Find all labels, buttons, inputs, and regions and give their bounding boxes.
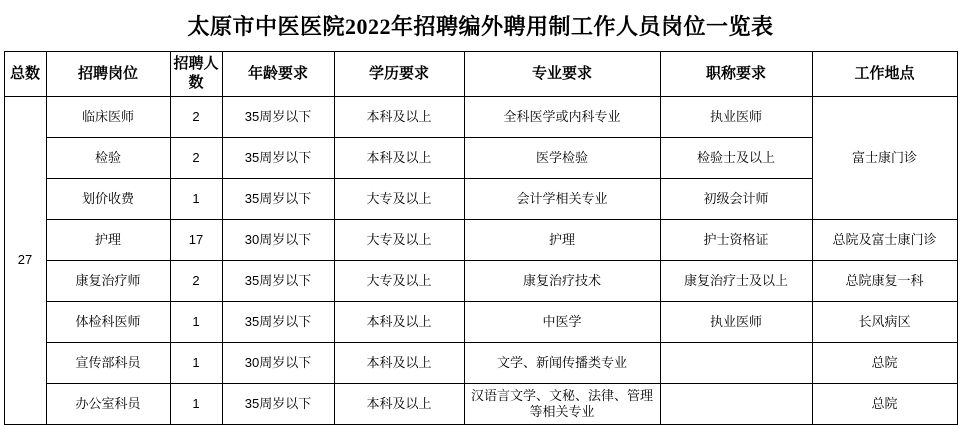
cell-education: 本科及以上 xyxy=(334,302,464,343)
cell-post: 划价收费 xyxy=(46,179,170,220)
cell-major: 文学、新闻传播类专业 xyxy=(464,343,660,384)
column-header-age: 年龄要求 xyxy=(222,52,334,97)
cell-count: 2 xyxy=(170,97,222,138)
cell-title: 检验士及以上 xyxy=(660,138,812,179)
cell-count: 1 xyxy=(170,179,222,220)
cell-age: 35周岁以下 xyxy=(222,302,334,343)
cell-age: 30周岁以下 xyxy=(222,343,334,384)
cell-education: 本科及以上 xyxy=(334,138,464,179)
page-title: 太原市中医医院2022年招聘编外聘用制工作人员岗位一览表 xyxy=(187,14,774,39)
cell-major: 医学检验 xyxy=(464,138,660,179)
table-row xyxy=(4,302,957,343)
cell-major: 护理 xyxy=(464,220,660,261)
cell-post: 康复治疗师 xyxy=(46,261,170,302)
column-header-place: 工作地点 xyxy=(812,52,957,97)
cell-title: 初级会计师 xyxy=(660,179,812,220)
column-header-total: 总数 xyxy=(4,52,46,97)
cell-post: 宣传部科员 xyxy=(46,343,170,384)
table-header xyxy=(4,52,957,97)
cell-place: 总院 xyxy=(812,384,957,425)
cell-count: 2 xyxy=(170,261,222,302)
cell-age: 30周岁以下 xyxy=(222,220,334,261)
cell-age: 35周岁以下 xyxy=(222,138,334,179)
cell-count: 2 xyxy=(170,138,222,179)
column-header-major: 专业要求 xyxy=(464,52,660,97)
cell-age: 35周岁以下 xyxy=(222,97,334,138)
cell-post: 体检科医师 xyxy=(46,302,170,343)
cell-education: 大专及以上 xyxy=(334,261,464,302)
cell-major: 康复治疗技术 xyxy=(464,261,660,302)
cell-age: 35周岁以下 xyxy=(222,384,334,425)
cell-major: 全科医学或内科专业 xyxy=(464,97,660,138)
table-row xyxy=(4,343,957,384)
total-count-cell: 27 xyxy=(4,97,46,425)
cell-place: 总院 xyxy=(812,343,957,384)
table-row xyxy=(4,97,957,138)
cell-count: 1 xyxy=(170,302,222,343)
cell-title xyxy=(660,343,812,384)
cell-place: 长风病区 xyxy=(812,302,957,343)
cell-title: 执业医师 xyxy=(660,97,812,138)
table-row xyxy=(4,261,957,302)
cell-education: 本科及以上 xyxy=(334,384,464,425)
cell-title xyxy=(660,384,812,425)
cell-post: 临床医师 xyxy=(46,97,170,138)
recruitment-table xyxy=(4,51,958,425)
table-header-row xyxy=(4,52,957,97)
cell-post: 检验 xyxy=(46,138,170,179)
cell-count: 17 xyxy=(170,220,222,261)
cell-title: 康复治疗士及以上 xyxy=(660,261,812,302)
cell-post: 护理 xyxy=(46,220,170,261)
cell-education: 大专及以上 xyxy=(334,179,464,220)
cell-count: 1 xyxy=(170,343,222,384)
cell-major: 会计学相关专业 xyxy=(464,179,660,220)
table-row xyxy=(4,384,957,425)
cell-title: 护士资格证 xyxy=(660,220,812,261)
column-header-education: 学历要求 xyxy=(334,52,464,97)
column-header-title: 职称要求 xyxy=(660,52,812,97)
table-row xyxy=(4,220,957,261)
cell-education: 大专及以上 xyxy=(334,220,464,261)
cell-title: 执业医师 xyxy=(660,302,812,343)
cell-place: 总院康复一科 xyxy=(812,261,957,302)
cell-education: 本科及以上 xyxy=(334,343,464,384)
cell-education: 本科及以上 xyxy=(334,97,464,138)
cell-post: 办公室科员 xyxy=(46,384,170,425)
cell-place: 总院及富士康门诊 xyxy=(812,220,957,261)
cell-place: 富士康门诊 xyxy=(812,97,957,220)
cell-major: 汉语言文学、文秘、法律、管理等相关专业 xyxy=(464,384,660,425)
table-body xyxy=(4,97,957,425)
column-header-count: 招聘人数 xyxy=(170,52,222,97)
cell-age: 35周岁以下 xyxy=(222,179,334,220)
cell-count: 1 xyxy=(170,384,222,425)
cell-age: 35周岁以下 xyxy=(222,261,334,302)
cell-major: 中医学 xyxy=(464,302,660,343)
column-header-post: 招聘岗位 xyxy=(46,52,170,97)
